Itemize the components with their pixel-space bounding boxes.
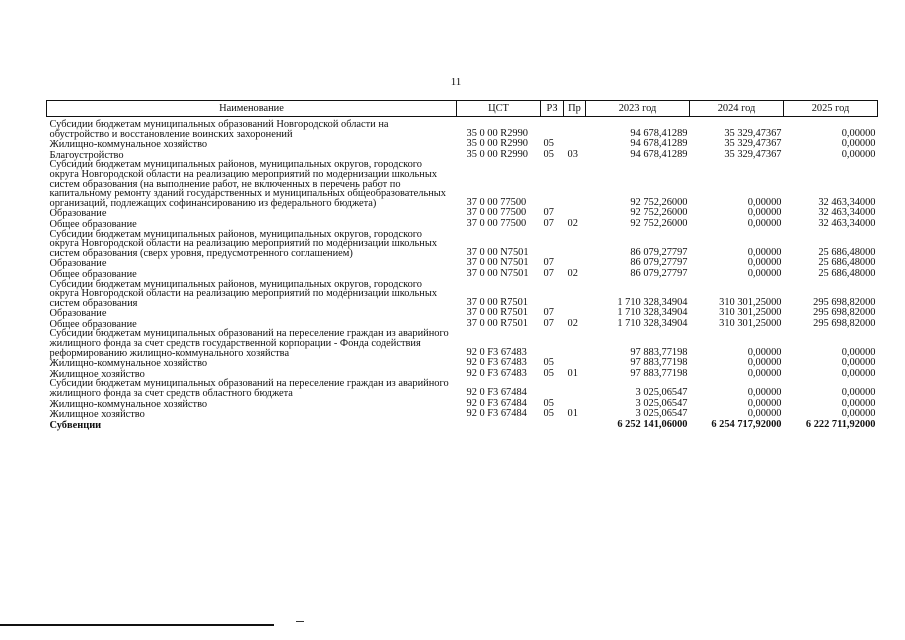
table-row <box>47 379 878 398</box>
cell-2024: 35 329,47367 <box>724 127 782 139</box>
table-body <box>47 117 878 431</box>
header-pr: Пр <box>564 101 586 117</box>
cell-2024: 0,00000 <box>747 267 782 279</box>
cell-rz: 05 <box>543 138 554 150</box>
cell-2023: 92 752,26000 <box>630 196 688 208</box>
footer-rule <box>0 624 274 626</box>
cell-cst: 35 0 00 R2990 <box>466 127 528 139</box>
cell-cst: 37 0 00 R7501 <box>466 307 528 319</box>
cell-2024: 0,00000 <box>747 387 782 399</box>
cell-2024: 0,00000 <box>747 257 782 269</box>
cell-2025: 0,00000 <box>841 397 876 409</box>
cell-cst: 92 0 F3 67484 <box>466 387 527 399</box>
cell-2025: 0,00000 <box>841 357 876 369</box>
cell-cst: 37 0 00 R7501 <box>466 296 528 308</box>
cell-2023: 92 752,26000 <box>630 207 688 219</box>
cell-name: Жилищное хозяйство <box>49 368 145 380</box>
cell-rz <box>541 117 564 140</box>
cell-2023: 94 678,41289 <box>630 148 688 160</box>
cell-2023: 1 710 328,34904 <box>617 317 688 329</box>
cell-cst: 37 0 00 N7501 <box>466 246 529 258</box>
cell-2023: 86 079,27797 <box>630 267 688 279</box>
cell-cst: 35 0 00 R2990 <box>466 148 528 160</box>
header-2023: 2023 год <box>586 101 690 117</box>
cell-name: Субвенции <box>49 419 102 431</box>
total-row <box>47 420 878 431</box>
cell-pr <box>564 230 586 259</box>
cell-rz <box>541 420 564 431</box>
cell-pr <box>564 280 586 309</box>
cell-2025: 0,00000 <box>841 346 876 358</box>
cell-name: Субсидии бюджетам муниципальных образований на переселение граждан из аварийного жилищного фонда за счет средств государственной корпорации - Фонда содействия реформированию жилищно-коммунального хозяйства <box>49 328 449 359</box>
cell-rz: 07 <box>543 217 554 229</box>
cell-2024: 35 329,47367 <box>724 148 782 160</box>
cell-2024: 6 254 717,92000 <box>711 418 782 430</box>
cell-2023: 1 710 328,34904 <box>617 296 688 308</box>
cell-cst: 37 0 00 77500 <box>466 207 527 219</box>
cell-rz: 07 <box>543 317 554 329</box>
cell-rz: 05 <box>543 397 554 409</box>
cell-name: Общее образование <box>49 318 137 330</box>
cell-2024: 0,00000 <box>747 367 782 379</box>
cell-2023: 92 752,26000 <box>630 217 688 229</box>
cell-pr: 02 <box>567 267 578 279</box>
cell-2024: 310 301,25000 <box>719 317 782 329</box>
cell-cst: 35 0 00 R2990 <box>466 138 528 150</box>
cell-name: Субсидии бюджетам муниципальных образований Новгородской области на обустройство и восстановление воинских захоронений <box>49 119 389 140</box>
cell-pr <box>564 117 586 140</box>
cell-2024: 310 301,25000 <box>719 296 782 308</box>
header-rz: РЗ <box>541 101 564 117</box>
table-row <box>47 280 878 309</box>
header-2025: 2025 год <box>784 101 878 117</box>
cell-2023: 94 678,41289 <box>630 138 688 150</box>
cell-name: Жилищно-коммунальное хозяйство <box>49 358 208 370</box>
cell-2024: 0,00000 <box>747 217 782 229</box>
cell-2025: 0,00000 <box>841 148 876 160</box>
cell-name: Субсидии бюджетам муниципальных образований на переселение граждан из аварийного жилищного фонда за счет средств областного бюджета <box>49 378 449 400</box>
cell-rz <box>541 329 564 358</box>
cell-pr <box>564 420 586 431</box>
cell-2025: 295 698,82000 <box>813 296 876 308</box>
cell-pr: 01 <box>567 408 578 420</box>
table-row <box>47 269 878 280</box>
cell-2025: 295 698,82000 <box>813 307 876 319</box>
header-name: Наименование <box>47 101 457 117</box>
cell-rz: 05 <box>543 148 554 160</box>
cell-2023: 97 883,77198 <box>630 357 688 369</box>
cell-2024: 35 329,47367 <box>724 138 782 150</box>
cell-rz: 05 <box>543 408 554 420</box>
cell-2023: 86 079,27797 <box>630 246 688 258</box>
cell-cst: 37 0 00 N7501 <box>466 267 529 279</box>
cell-2025: 0,00000 <box>841 387 876 399</box>
table-header <box>47 101 878 117</box>
header-2024: 2024 год <box>690 101 784 117</box>
cell-name: Жилищное хозяйство <box>49 409 145 421</box>
budget-table <box>46 100 878 430</box>
cell-pr: 03 <box>567 148 578 160</box>
cell-rz: 05 <box>543 367 554 379</box>
cell-2024: 0,00000 <box>747 397 782 409</box>
cell-2024: 0,00000 <box>747 207 782 219</box>
cell-pr <box>564 379 586 398</box>
cell-pr: 02 <box>567 317 578 329</box>
table-row <box>47 160 878 208</box>
cell-rz: 07 <box>543 207 554 219</box>
cell-name: Общее образование <box>49 218 137 230</box>
cell-2025: 0,00000 <box>841 408 876 420</box>
cell-name: Жилищно-коммунальное хозяйство <box>49 139 208 151</box>
cell-cst: 37 0 00 N7501 <box>466 257 529 269</box>
table-row <box>47 117 878 140</box>
cell-2024: 0,00000 <box>747 196 782 208</box>
cell-rz <box>541 230 564 259</box>
cell-rz <box>541 160 564 208</box>
cell-name: Субсидии бюджетам муниципальных районов, муниципальных округов, городского округа Новгородской области на реализацию мероприятий по модернизации школьных систем образования (сверх уровня, предусмотренного соглашением) <box>49 228 438 259</box>
cell-2025: 32 463,34000 <box>818 196 876 208</box>
cell-cst: 92 0 F3 67484 <box>466 397 527 409</box>
cell-name: Субсидии бюджетам муниципальных районов, муниципальных округов, городского округа Новгородской области на реализацию мероприятий по модернизации школьных систем образования <box>49 278 438 309</box>
cell-name: Субсидии бюджетам муниципальных районов, муниципальных округов, городского округа Новгородской области на реализацию мероприятий по модернизации школьных систем образования (на выполнение работ, не включенных в перечень работ по капитальному ремонту зданий государственных и муниципальных общеобразовательных организаций, подлежащих софинансированию из федерального бюджета) <box>49 159 446 209</box>
page-number: 11 <box>450 76 462 88</box>
cell-2023: 94 678,41289 <box>630 127 688 139</box>
cell-rz: 07 <box>543 267 554 279</box>
cell-cst: 92 0 F3 67484 <box>466 408 527 420</box>
cell-2024: 0,00000 <box>747 357 782 369</box>
cell-rz: 07 <box>543 307 554 319</box>
cell-cst <box>457 420 541 431</box>
cell-2025: 25 686,48000 <box>818 246 876 258</box>
table-row <box>47 329 878 358</box>
cell-2023: 3 025,06547 <box>635 387 688 399</box>
cell-name: Образование <box>49 308 107 320</box>
cell-pr: 02 <box>567 217 578 229</box>
cell-cst: 37 0 00 77500 <box>466 196 527 208</box>
cell-cst: 92 0 F3 67483 <box>466 367 527 379</box>
cell-rz: 07 <box>543 257 554 269</box>
table-row <box>47 219 878 230</box>
cell-2023: 6 252 141,06000 <box>617 418 688 430</box>
cell-2023: 3 025,06547 <box>635 397 688 409</box>
cell-2025: 0,00000 <box>841 138 876 150</box>
cell-2023: 97 883,77198 <box>630 367 688 379</box>
cell-2025: 0,00000 <box>841 127 876 139</box>
cell-pr <box>564 160 586 208</box>
cell-cst: 37 0 00 77500 <box>466 217 527 229</box>
cell-2025: 32 463,34000 <box>818 217 876 229</box>
table-row <box>47 230 878 259</box>
cell-2024: 0,00000 <box>747 408 782 420</box>
cell-cst: 92 0 F3 67483 <box>466 346 527 358</box>
cell-2023: 3 025,06547 <box>635 408 688 420</box>
cell-name: Образование <box>49 208 107 220</box>
cell-2023: 86 079,27797 <box>630 257 688 269</box>
cell-2025: 25 686,48000 <box>818 257 876 269</box>
footer-mark <box>296 621 304 622</box>
cell-cst: 92 0 F3 67483 <box>466 357 527 369</box>
cell-2025: 295 698,82000 <box>813 317 876 329</box>
cell-2023: 97 883,77198 <box>630 346 688 358</box>
cell-2024: 0,00000 <box>747 346 782 358</box>
cell-pr: 01 <box>567 367 578 379</box>
cell-name: Жилищно-коммунальное хозяйство <box>49 398 208 410</box>
cell-2023: 1 710 328,34904 <box>617 307 688 319</box>
cell-rz <box>541 379 564 398</box>
cell-pr <box>564 329 586 358</box>
cell-cst: 37 0 00 R7501 <box>466 317 528 329</box>
cell-2024: 0,00000 <box>747 246 782 258</box>
cell-2025: 6 222 711,92000 <box>805 418 876 430</box>
cell-2025: 25 686,48000 <box>818 267 876 279</box>
cell-2025: 0,00000 <box>841 367 876 379</box>
cell-rz: 05 <box>543 357 554 369</box>
cell-2024: 310 301,25000 <box>719 307 782 319</box>
cell-2025: 32 463,34000 <box>818 207 876 219</box>
cell-rz <box>541 280 564 309</box>
cell-name: Общее образование <box>49 268 137 280</box>
cell-name: Образование <box>49 258 107 270</box>
cell-name: Благоустройство <box>49 149 124 161</box>
header-cst: ЦСТ <box>457 101 541 117</box>
